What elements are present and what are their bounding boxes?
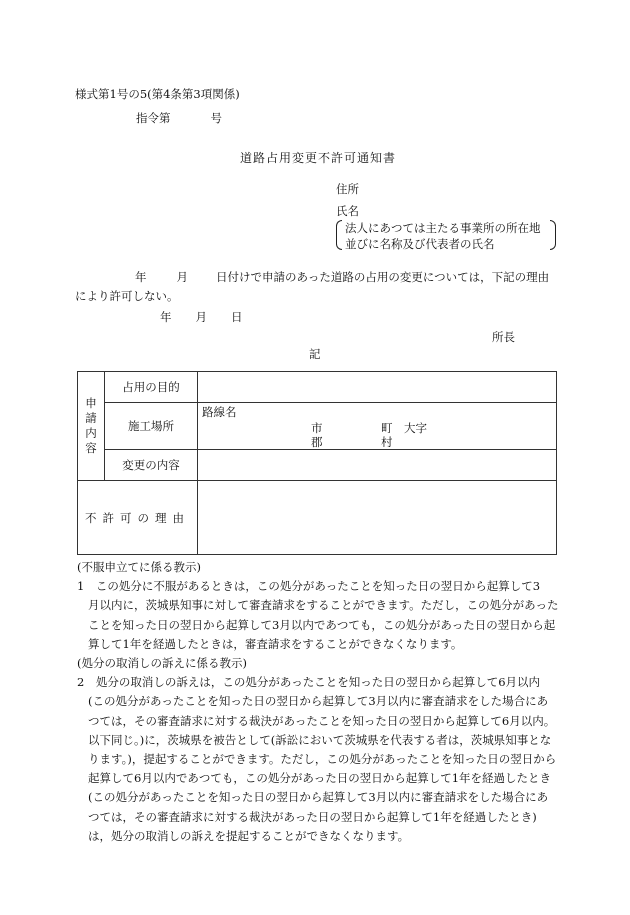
appeal-heading: (不服申立てに係る教示) [77,560,201,574]
corporate-note-line1: 法人にあつては主たる事業所の所在地 [345,221,541,235]
site-value[interactable] [198,403,557,450]
corporate-note-line2: 並びに名称及び代表者の氏名 [345,237,495,251]
county-label: 郡 [311,435,323,449]
body-text-line1 [135,272,549,284]
change-value[interactable] [198,450,557,481]
order-number [136,113,222,125]
reason-label: 不許可の理由 [78,481,198,555]
city-label: 市 [311,421,323,435]
body-year: 年 [135,270,147,284]
body-month: 月 [176,270,188,284]
route-name-label: 路線名 [202,405,237,419]
ki-heading: 記 [309,347,321,361]
lawsuit-heading: (処分の取消しの訴えに係る教示) [77,656,247,671]
date-day: 日 [231,310,243,324]
purpose-label: 占用の目的 [105,372,198,403]
name-label: 氏名 [336,204,359,218]
change-label: 変更の内容 [105,450,198,481]
purpose-value[interactable] [198,372,557,403]
address-label: 住所 [336,182,359,196]
date-month: 月 [195,310,207,324]
town-label: 町 [381,421,393,435]
body-text-line2: により許可しない。 [75,289,179,303]
order-prefix: 指令第 [136,111,171,125]
body-text1: 日付けで申請のあった道路の占用の変更については，下記の理由 [216,270,550,284]
site-label: 施工場所 [105,403,198,450]
form-number: 様式第1号の5(第4条第3項関係) [75,87,240,101]
issue-date [160,312,243,324]
instructions [77,558,559,846]
aza-label: 大字 [404,421,427,435]
appeal-item-line1: 1 この処分に不服があるときは，この処分があったことを知った日の翌日から起算して3 [77,579,541,594]
reason-value[interactable] [198,481,557,555]
appeal-item-rest: 月以内に，茨城県知事に対して審査請求をすることができます。ただし，この処分があったことを知った日の翌日から起算して3月以内であつても，この処分があった日の翌日から起算して1年を経過したときは，審査請求をすることができなくなります。 [88,598,559,651]
application-contents-label: 申 請 内 容 [78,372,105,481]
order-suffix: 号 [210,111,222,125]
issuer-title: 所長 [492,330,515,344]
lawsuit-item-rest: (この処分があったことを知った日の翌日から起算して3月以内に審査請求をした場合にあつては，その審査請求に対する裁決があったことを知った日の翌日から起算して6月以内。以下同じ。)に，茨城県を被告として(訴訟において茨城県を代表する者は，茨城県知事となります。)，提起することができます。ただし，この処分があったことを知った日の翌日から起算して6月以内であつても，この処分があった日の翌日から起算して1年を経過したとき(この処分があったことを知った日の翌日から起算して3月以内に審査請求をした場合にあつては，その審査請求に対する裁決があった日の翌日から起算して1年を経過したとき)は，処分の取消しの訴えを提起することができなくなります。 [88,694,557,843]
lawsuit-item-line1: 2 処分の取消しの訴えは，この処分があったことを知った日の翌日から起算して6月以内 [77,675,541,690]
date-year: 年 [160,310,172,324]
document-title: 道路占用変更不許可通知書 [240,151,397,165]
village-label: 村 [381,435,393,449]
application-table [77,371,557,555]
